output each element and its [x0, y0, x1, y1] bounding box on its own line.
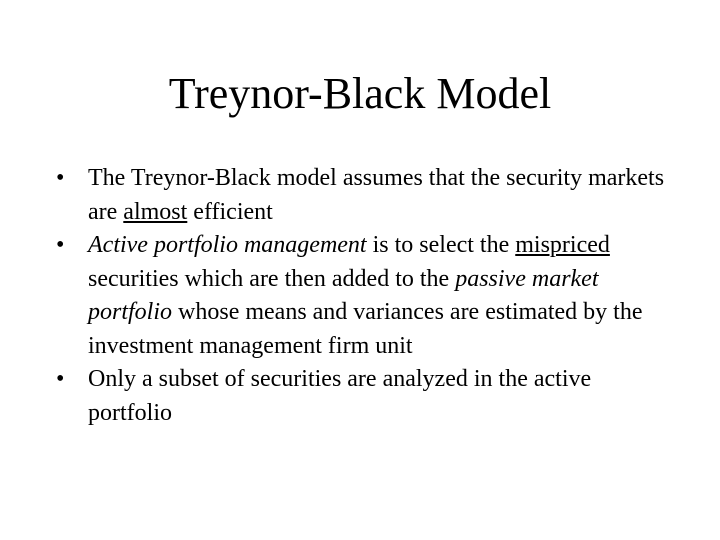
bullet-marker: •: [56, 232, 65, 258]
slide-title: Treynor-Black Model: [168, 69, 552, 118]
bullet-marker: •: [56, 366, 65, 392]
bullet-item-1: [56, 162, 676, 229]
bullet-item-3: [56, 363, 676, 430]
term-passive-market-portfolio: passive market portfolio: [88, 265, 599, 325]
bullet-list: [56, 162, 676, 430]
bullet-2-text-c: whose means and variances are estimated by the investment management firm unit: [88, 299, 643, 359]
bullet-2-text-b: securities which are then added to the: [88, 265, 456, 292]
bullet-item-2: [56, 229, 676, 363]
bullet-1-text-b: efficient: [187, 198, 273, 225]
emphasis-mispriced: mispriced: [515, 232, 610, 258]
bullet-1-text-a: The Treynor-Black model assumes that the security markets are: [88, 165, 665, 225]
bullet-marker: •: [56, 165, 65, 191]
term-active-portfolio-management: Active portfolio management: [88, 232, 367, 258]
emphasis-almost: almost: [123, 198, 188, 225]
bullet-2-text-a: is to select the: [366, 232, 516, 258]
bullet-3-text: Only a subset of securities are analyzed in the active portfolio: [88, 366, 592, 426]
